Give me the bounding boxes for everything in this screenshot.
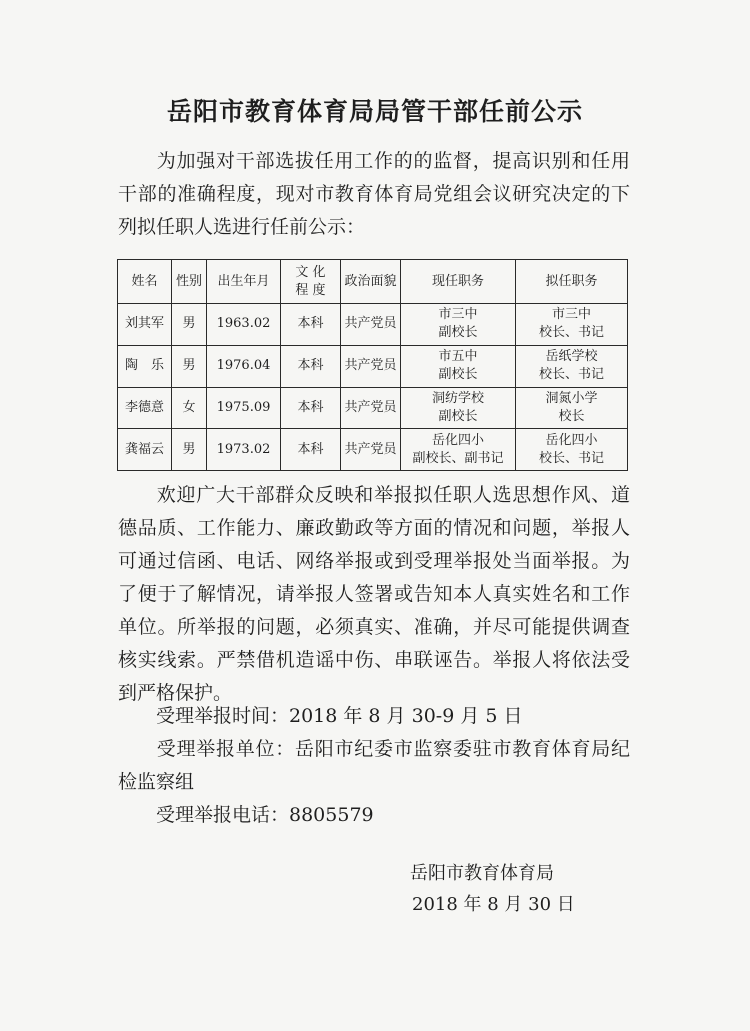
cell-political bbox=[341, 345, 401, 387]
cell-line: 校长、书记 bbox=[538, 450, 604, 466]
header-cell: 性别 bbox=[172, 260, 207, 304]
cell-gender bbox=[172, 387, 207, 429]
body-paragraph bbox=[118, 479, 630, 710]
cell-line: 男 bbox=[182, 441, 196, 457]
cell-education bbox=[281, 345, 341, 387]
header-cell bbox=[281, 260, 341, 304]
signature-org: 岳阳市教育体育局 bbox=[410, 863, 554, 884]
cell-line: 刘其军 bbox=[124, 316, 164, 332]
cell-gender bbox=[172, 345, 207, 387]
cell-line: 本科 bbox=[297, 358, 324, 374]
cell-line: 岳纸学校 bbox=[545, 349, 598, 365]
signature-date: 2018 年 8 月 30 日 bbox=[412, 894, 575, 915]
cell-current-post bbox=[401, 387, 516, 429]
cell-line: 共产党员 bbox=[344, 399, 397, 415]
report-time: 受理举报时间：2018 年 8 月 30-9 月 5 日 bbox=[156, 705, 523, 727]
header-cell: 现任职务 bbox=[401, 260, 516, 304]
cell-line: 龚福云 bbox=[124, 441, 164, 457]
cell-line: 洞纺学校 bbox=[431, 390, 484, 406]
cell-line: 岳化四小 bbox=[545, 432, 598, 448]
cell-birth bbox=[207, 304, 281, 346]
cell-line: 本科 bbox=[297, 399, 324, 415]
cell-line: 共产党员 bbox=[344, 441, 397, 457]
cell-line: 市三中 bbox=[551, 307, 591, 323]
intro-text: 为加强对干部选拔任用工作的的监督，提高识别和任用干部的准确程度，现对市教育体育局党组会议研究决定的下列拟任职人选进行任前公示： bbox=[118, 150, 630, 238]
cell-political bbox=[341, 387, 401, 429]
cell-political bbox=[341, 304, 401, 346]
header-cell: 政治面貌 bbox=[341, 260, 401, 304]
cell-line: 洞氮小学 bbox=[545, 390, 598, 406]
cell-education bbox=[281, 429, 341, 471]
cell-line: 岳化四小 bbox=[431, 432, 484, 448]
table-row bbox=[118, 304, 628, 346]
cell-line: 陶 乐 bbox=[124, 358, 164, 374]
header-cell: 拟任职务 bbox=[516, 260, 628, 304]
table-row bbox=[118, 429, 628, 471]
intro-paragraph bbox=[118, 145, 630, 244]
cell-current-post bbox=[401, 304, 516, 346]
cell-current-post bbox=[401, 429, 516, 471]
cell-birth bbox=[207, 387, 281, 429]
report-unit-paragraph bbox=[118, 733, 630, 799]
report-unit: 受理举报单位：岳阳市纪委市监察委驻市教育体育局纪检监察组 bbox=[118, 738, 630, 793]
cell-line: 校长 bbox=[558, 408, 585, 424]
cell-line: 程 度 bbox=[295, 282, 326, 298]
cell-line: 校长、书记 bbox=[538, 367, 604, 383]
cell-proposed-post bbox=[516, 304, 628, 346]
report-phone-paragraph bbox=[118, 799, 630, 832]
cell-birth bbox=[207, 345, 281, 387]
header-cell: 姓名 bbox=[118, 260, 172, 304]
cell-line: 副校长 bbox=[438, 408, 478, 424]
cell-name bbox=[118, 304, 172, 346]
report-phone: 受理举报电话：8805579 bbox=[156, 804, 374, 826]
cell-political bbox=[341, 429, 401, 471]
cell-line: 本科 bbox=[297, 441, 324, 457]
table-row bbox=[118, 345, 628, 387]
cell-line: 文 化 bbox=[295, 264, 326, 280]
cell-proposed-post bbox=[516, 429, 628, 471]
cell-line: 1973.02 bbox=[216, 441, 271, 457]
cell-line: 校长、书记 bbox=[538, 325, 604, 341]
cell-line: 副校长 bbox=[438, 367, 478, 383]
cell-name bbox=[118, 387, 172, 429]
cell-gender bbox=[172, 304, 207, 346]
cell-line: 男 bbox=[182, 316, 196, 332]
cell-education bbox=[281, 387, 341, 429]
cell-name bbox=[118, 345, 172, 387]
table-row bbox=[118, 387, 628, 429]
cell-current-post bbox=[401, 345, 516, 387]
cell-name bbox=[118, 429, 172, 471]
cell-proposed-post bbox=[516, 345, 628, 387]
cell-line: 共产党员 bbox=[344, 316, 397, 332]
cell-line: 李德意 bbox=[124, 399, 164, 415]
document-title: 岳阳市教育体育局局管干部任前公示 bbox=[166, 97, 583, 126]
appointment-table bbox=[117, 259, 628, 471]
report-time-paragraph bbox=[118, 700, 630, 733]
cell-line: 1975.09 bbox=[216, 399, 271, 415]
cell-line: 1963.02 bbox=[216, 316, 271, 332]
cell-line: 副校长、副书记 bbox=[412, 450, 504, 466]
cell-line: 共产党员 bbox=[344, 358, 397, 374]
cell-line: 副校长 bbox=[438, 325, 478, 341]
cell-line: 男 bbox=[182, 358, 196, 374]
header-cell: 出生年月 bbox=[207, 260, 281, 304]
cell-birth bbox=[207, 429, 281, 471]
cell-line: 女 bbox=[182, 399, 196, 415]
cell-gender bbox=[172, 429, 207, 471]
cell-line: 1976.04 bbox=[216, 358, 271, 374]
cell-proposed-post bbox=[516, 387, 628, 429]
table-header-row bbox=[118, 260, 628, 304]
cell-line: 本科 bbox=[297, 316, 324, 332]
body-text: 欢迎广大干部群众反映和举报拟任职人选思想作风、道德品质、工作能力、廉政勤政等方面的情况和问题，举报人可通过信函、电话、网络举报或到受理举报处当面举报。为了便于了解情况，请举报人签署或告知本人真实姓名和工作单位。所举报的问题，必须真实、准确，并尽可能提供调查核实线索。严禁借机造谣中伤、串联诬告。举报人将依法受到严格保护。 bbox=[118, 484, 630, 704]
cell-line: 市三中 bbox=[438, 307, 478, 323]
cell-line: 市五中 bbox=[438, 349, 478, 365]
cell-education bbox=[281, 304, 341, 346]
